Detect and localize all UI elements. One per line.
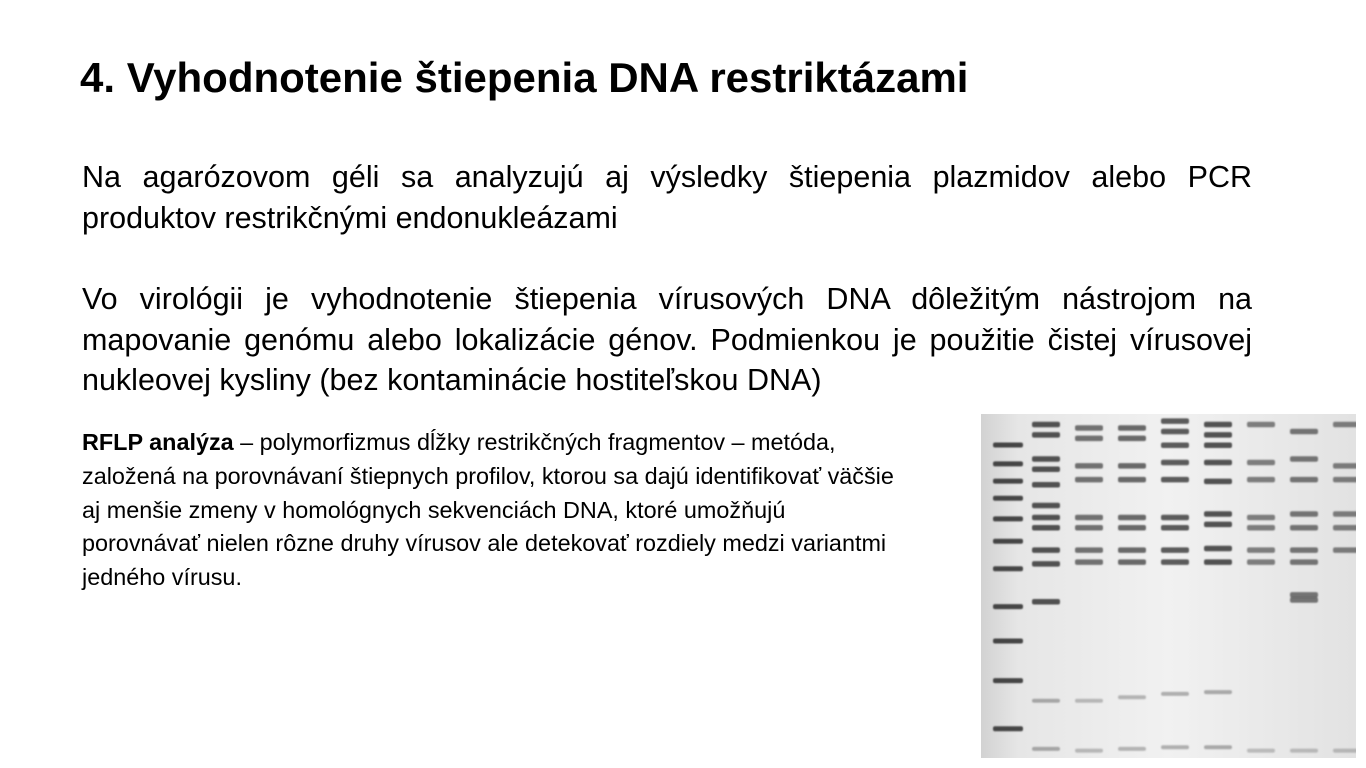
lane-6-band xyxy=(1247,477,1275,483)
lane-3-band xyxy=(1118,463,1146,469)
lane-7-band xyxy=(1290,511,1318,517)
lane-1-band xyxy=(1032,482,1060,488)
lane-5-band xyxy=(1204,479,1232,485)
lane-2-band xyxy=(1075,559,1103,565)
lane-8-band xyxy=(1333,525,1356,531)
lane-4-band xyxy=(1161,547,1189,553)
lane-4-band xyxy=(1161,460,1189,466)
lane-6-band xyxy=(1247,749,1275,753)
marker-band xyxy=(993,639,1023,644)
marker-band xyxy=(993,443,1023,448)
lane-7-band xyxy=(1290,547,1318,553)
lane-3-band xyxy=(1118,695,1146,699)
lane-6-band xyxy=(1247,515,1275,521)
lane-5-band xyxy=(1204,422,1232,428)
lane-7-band xyxy=(1290,559,1318,565)
lane-1-band xyxy=(1032,599,1060,605)
lane-7-band xyxy=(1290,456,1318,462)
lane-4-band xyxy=(1161,477,1189,483)
lane-5-band xyxy=(1204,546,1232,552)
lane-2-band xyxy=(1075,436,1103,442)
lane-2-band xyxy=(1075,477,1103,483)
lane-1-band xyxy=(1032,456,1060,462)
lane-2-band xyxy=(1075,463,1103,469)
lane-3-band xyxy=(1118,547,1146,553)
lane-8-band xyxy=(1333,749,1356,753)
lane-5-band xyxy=(1204,522,1232,528)
lane-1-band xyxy=(1032,503,1060,509)
marker-band xyxy=(993,566,1023,571)
lane-4-band xyxy=(1161,429,1189,435)
lane-2-band xyxy=(1075,515,1103,521)
lane-8-band xyxy=(1333,463,1356,469)
paragraph-virology: Vo virológii je vyhodnotenie štiepenia vírusových DNA dôležitým nástrojom na mapovanie genómu alebo lokalizácie génov. Podmienkou je použitie čistej vírusovej nukleovej kysliny (bez kontaminácie hostiteľskou DNA) xyxy=(82,282,1252,397)
marker-band xyxy=(993,678,1023,683)
slide-title: 4. Vyhodnotenie štiepenia DNA restriktázami xyxy=(80,54,969,101)
lane-5-band xyxy=(1204,559,1232,565)
lane-8-band xyxy=(1333,422,1356,428)
lane-7-band xyxy=(1290,477,1318,483)
lane-5-band xyxy=(1204,745,1232,749)
lane-6-band xyxy=(1247,525,1275,531)
marker-band xyxy=(993,516,1023,521)
lane-4-band xyxy=(1161,443,1189,449)
lane-4-band xyxy=(1161,559,1189,565)
lane-4-band xyxy=(1161,692,1189,696)
lane-2-band xyxy=(1075,699,1103,703)
lane-5-band xyxy=(1204,432,1232,438)
lane-1-band xyxy=(1032,467,1060,473)
lane-7-band xyxy=(1290,749,1318,753)
lane-2-band xyxy=(1075,547,1103,553)
lane-3-band xyxy=(1118,747,1146,751)
rflp-term: RFLP analýza xyxy=(82,429,234,455)
agarose-gel-image xyxy=(981,414,1356,758)
lane-1-band xyxy=(1032,699,1060,703)
lane-5-band xyxy=(1204,443,1232,449)
lane-3-band xyxy=(1118,515,1146,521)
marker-band xyxy=(993,604,1023,609)
lane-6-band xyxy=(1247,460,1275,466)
lane-1-band xyxy=(1032,432,1060,438)
lane-4-band xyxy=(1161,515,1189,521)
lane-1-band xyxy=(1032,422,1060,428)
lane-7-band xyxy=(1290,429,1318,435)
rflp-description xyxy=(82,426,902,595)
paragraph-gel-analysis: Na agarózovom géli sa analyzujú aj výsledky štiepenia plazmidov alebo PCR produktov restrikčnými endonukleázami xyxy=(82,160,1252,235)
lane-5-band xyxy=(1204,511,1232,517)
lane-6-band xyxy=(1247,547,1275,553)
lane-4-band xyxy=(1161,525,1189,531)
lane-1-band xyxy=(1032,547,1060,553)
lane-1-band xyxy=(1032,525,1060,531)
marker-band xyxy=(993,539,1023,544)
lane-6-band xyxy=(1247,422,1275,428)
lane-4-band xyxy=(1161,418,1189,424)
lane-2-band xyxy=(1075,525,1103,531)
lane-8-band xyxy=(1333,477,1356,483)
lane-1-band xyxy=(1032,747,1060,751)
lane-2-band xyxy=(1075,425,1103,431)
rflp-definition: – polymorfizmus dĺžky restrikčných fragmentov – metóda, založená na porovnávaní štiepnych profilov, ktorou sa dajú identifikovať väčšie aj menšie zmeny v homológnych sekvenciách DNA, ktoré umožňujú porovnávať nielen rôzne druhy vírusov ale detekovať rozdiely medzi variantmi jedného vírusu. xyxy=(82,429,894,591)
lane-3-band xyxy=(1118,436,1146,442)
lane-1-band xyxy=(1032,561,1060,567)
lane-3-band xyxy=(1118,525,1146,531)
marker-band xyxy=(993,479,1023,484)
lane-8-band xyxy=(1333,511,1356,517)
lane-3-band xyxy=(1118,477,1146,483)
lane-3-band xyxy=(1118,559,1146,565)
marker-band xyxy=(993,726,1023,731)
marker-band xyxy=(993,461,1023,466)
lane-7-band xyxy=(1290,525,1318,531)
gel-background xyxy=(981,414,1356,758)
lane-2-band xyxy=(1075,749,1103,753)
lane-3-band xyxy=(1118,425,1146,431)
lane-4-band xyxy=(1161,745,1189,749)
lane-7-band xyxy=(1290,597,1318,603)
lane-7-band xyxy=(1290,592,1318,598)
marker-band xyxy=(993,496,1023,501)
lane-8-band xyxy=(1333,547,1356,553)
lane-6-band xyxy=(1247,559,1275,565)
lane-5-band xyxy=(1204,690,1232,694)
lane-5-band xyxy=(1204,460,1232,466)
lane-1-band xyxy=(1032,515,1060,521)
